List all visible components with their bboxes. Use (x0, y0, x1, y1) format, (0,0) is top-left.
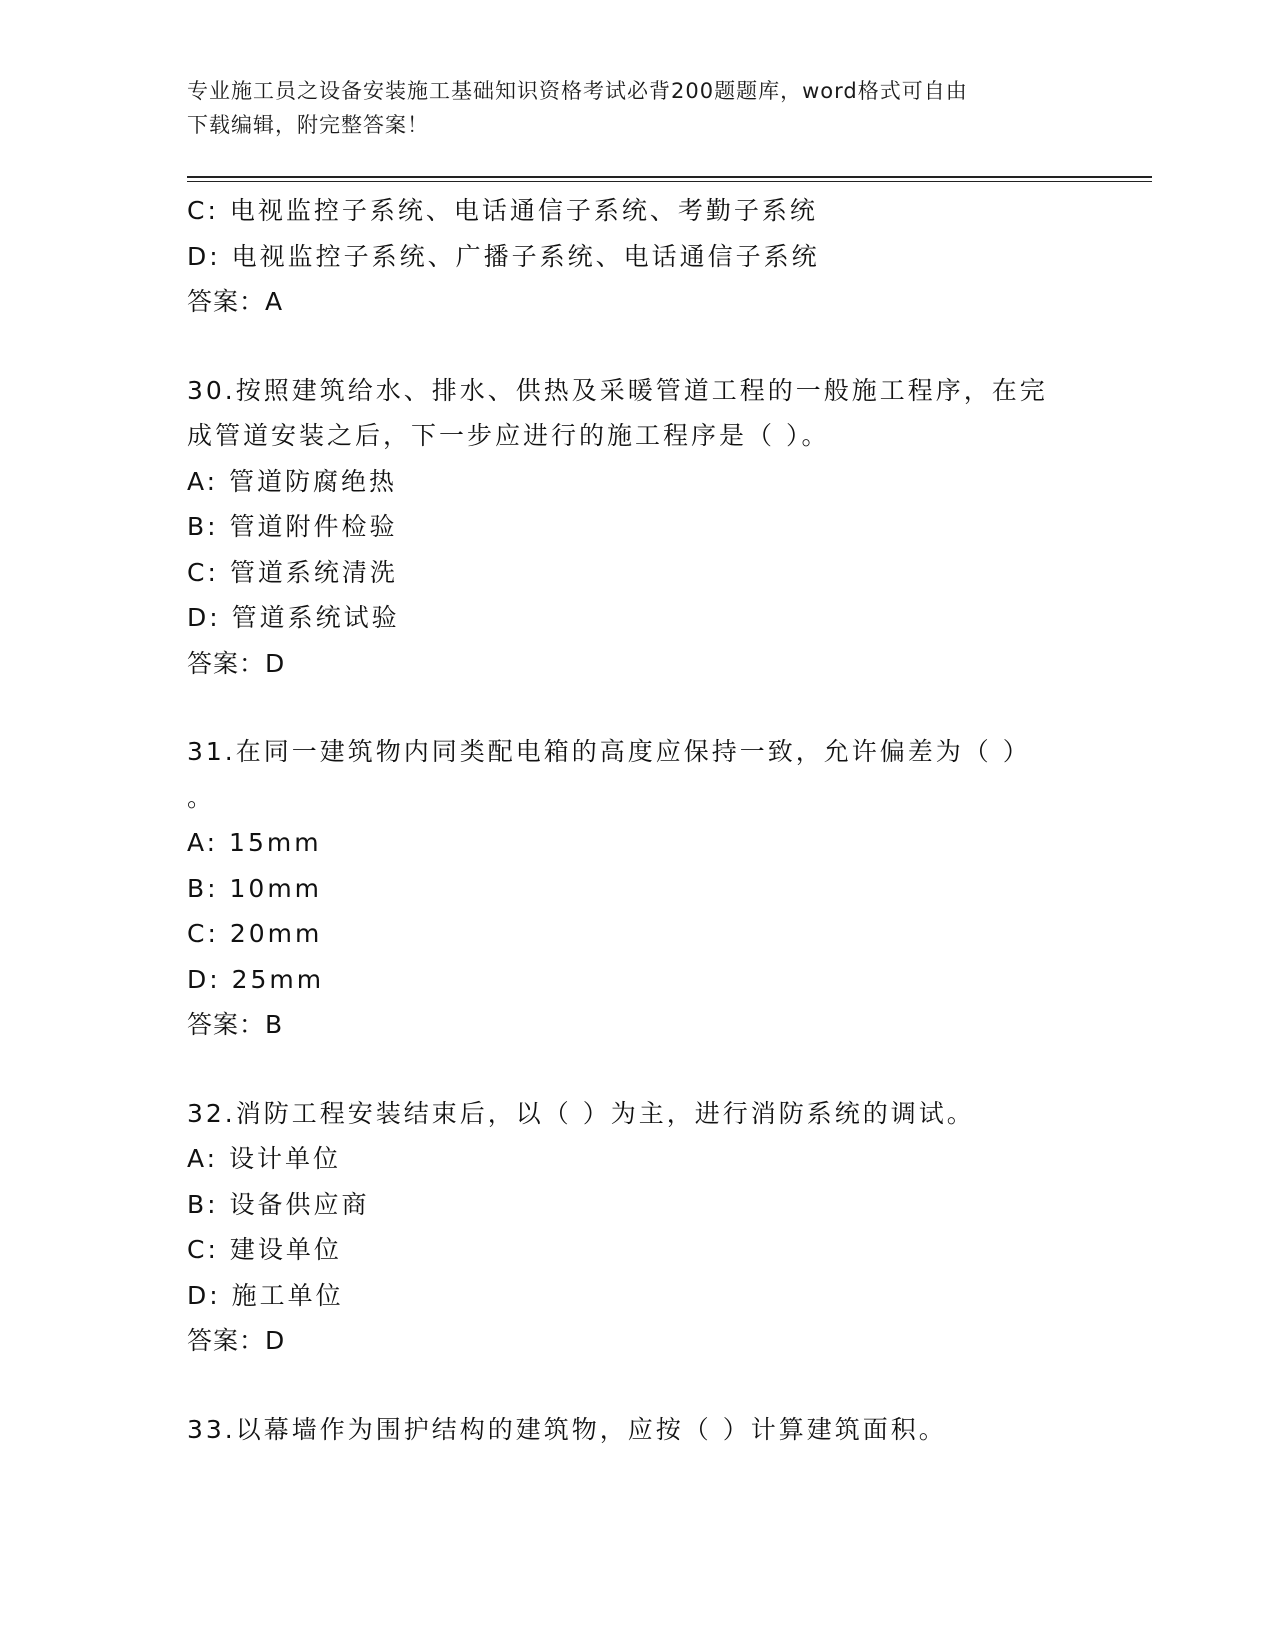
option-b: B: 10mm (187, 873, 323, 903)
option-c: C: 管道系统清洗 (187, 557, 398, 587)
header-title-line-2: 下载编辑，附完整答案！ (187, 113, 429, 137)
spacer (187, 1048, 1087, 1091)
option-a: A: 设计单位 (187, 1144, 342, 1173)
option-d: D: 电视监控子系统、广播子系统、电话通信子系统 (187, 241, 820, 271)
question-stem-line: 32.消防工程安装结束后，以（ ）为主，进行消防系统的调试。 (187, 1098, 975, 1128)
question-29-continued (187, 188, 1087, 325)
header-divider-thick (187, 176, 1152, 178)
answer-text: 答案：A (187, 287, 284, 316)
option-b: B: 管道附件检验 (187, 512, 398, 541)
question-30 (187, 368, 1087, 687)
option-a: A: 15mm (187, 828, 322, 857)
question-33 (187, 1407, 1087, 1453)
header-divider-thin (187, 181, 1152, 182)
option-b: B: 设备供应商 (187, 1189, 370, 1219)
question-stem-line: 成管道安装之后，下一步应进行的施工程序是（ ）。 (187, 421, 830, 450)
option-d: D: 管道系统试验 (187, 603, 400, 632)
question-31 (187, 729, 1087, 1048)
question-stem-line: 30.按照建筑给水、排水、供热及采暖管道工程的一般施工程序，在完 (187, 375, 1048, 405)
question-stem-line: 。 (187, 782, 216, 812)
option-c: C: 20mm (187, 919, 323, 948)
question-32 (187, 1091, 1087, 1364)
option-d: D: 25mm (187, 964, 325, 994)
spacer (187, 325, 1087, 368)
option-c: C: 电视监控子系统、电话通信子系统、考勤子系统 (187, 196, 818, 225)
question-stem-line: 31.在同一建筑物内同类配电箱的高度应保持一致，允许偏差为（ ） (187, 737, 1031, 766)
spacer (187, 686, 1087, 729)
question-list (187, 188, 1087, 1452)
document-header (187, 74, 1067, 142)
option-c: C: 建设单位 (187, 1235, 342, 1264)
answer-text: 答案：D (187, 648, 286, 678)
spacer (187, 1364, 1087, 1407)
answer-text: 答案：B (187, 1010, 284, 1039)
option-d: D: 施工单位 (187, 1280, 344, 1310)
option-a: A: 管道防腐绝热 (187, 466, 398, 496)
header-title-line-1: 专业施工员之设备安装施工基础知识资格考试必背200题题库，word格式可自由 (187, 79, 968, 103)
question-stem-line: 33.以幕墙作为围护结构的建筑物，应按（ ）计算建筑面积。 (187, 1414, 947, 1444)
answer-text: 答案：D (187, 1326, 286, 1355)
